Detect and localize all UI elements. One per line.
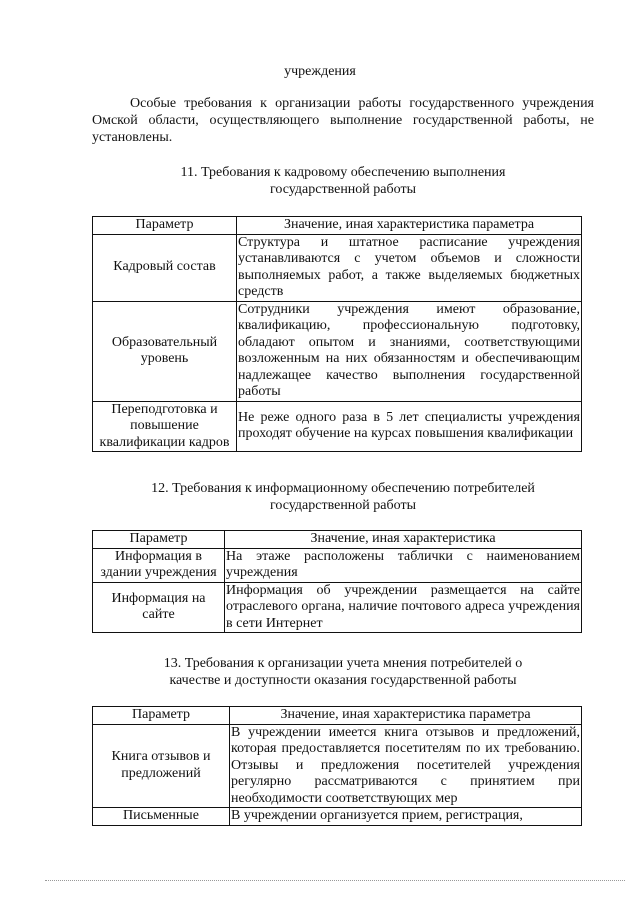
header-value: Значение, иная характеристика параметра [237, 217, 582, 235]
section-12-title-line1: 12. Требования к информационному обеспечению потребителей [151, 481, 535, 496]
header-value: Значение, иная характеристика параметра [230, 707, 582, 725]
section-13-table [92, 706, 582, 826]
header-param: Параметр [93, 531, 225, 549]
table-row [93, 582, 582, 633]
section-13-title-line2: качестве и доступности оказания государственной работы [169, 673, 517, 688]
table-row [93, 234, 582, 301]
table-row [93, 301, 582, 401]
section-12-title-line2: государственной работы [270, 498, 416, 513]
table-row [93, 548, 582, 582]
value-cell: Не реже одного раза в 5 лет специалисты учреждения проходят обучение на курсах повышения квалификации [237, 401, 582, 452]
section-13-title [92, 655, 594, 689]
value-cell: В учреждении организуется прием, регистрация, [230, 808, 582, 826]
param-cell: Образовательный уровень [93, 301, 237, 401]
intro-paragraph: Особые требования к организации работы государственного учреждения Омской области, осуществляющего выполнение государственной работы, не установлены. [92, 96, 594, 145]
table-row [93, 401, 582, 452]
header-param: Параметр [93, 707, 230, 725]
value-cell: В учреждении имеется книга отзывов и предложений, которая предоставляется посетителям по их требованию. Отзывы и предложения посетителей учреждения регулярно рассматриваются с принятием при необходимости соответствующих мер [231, 724, 580, 806]
table-header-row [93, 531, 582, 549]
value-cell: Сотрудники учреждения имеют образование, квалификацию, профессиональную подготовку, обладают опытом и знаниями, соответствующими возложенным на них обязанностям и обеспечивающим надлежащее качество выполнения государственной работы [238, 301, 580, 399]
footer-divider [45, 880, 625, 883]
section-11-table [92, 216, 582, 452]
section-12-title [92, 480, 594, 514]
section-11-title [92, 164, 594, 198]
param-cell: Информация в здании учреждения [93, 548, 225, 582]
value-cell: На этаже расположены таблички с наименованием учреждения [226, 548, 580, 580]
param-cell: Кадровый состав [93, 234, 237, 301]
section-12-table [92, 530, 582, 633]
table-header-row [93, 707, 582, 725]
header-value: Значение, иная характеристика [225, 531, 582, 549]
section-13-title-line1: 13. Требования к организации учета мнения потребителей о [163, 656, 523, 671]
header-param: Параметр [93, 217, 237, 235]
table-row [93, 724, 582, 808]
section-11-title-line1: 11. Требования к кадровому обеспечению выполнения [180, 165, 506, 180]
section-11-title-line2: государственной работы [270, 182, 416, 197]
param-cell: Книга отзывов и предложений [93, 724, 230, 808]
param-cell: Переподготовка и повышение квалификации кадров [93, 401, 237, 452]
param-cell: Информация на сайте [93, 582, 225, 633]
value-cell: Информация об учреждении размещается на сайте отраслевого органа, наличие почтового адреса учреждения в сети Интернет [226, 582, 580, 631]
param-cell: Письменные [93, 808, 230, 826]
value-cell: Структура и штатное расписание учреждения устанавливаются с учетом объемов и сложности выполняемых работ, а также выделяемых бюджетных средств [238, 234, 580, 299]
table-row [93, 808, 582, 826]
table-header-row [93, 217, 582, 235]
top-caption: учреждения [284, 64, 356, 79]
